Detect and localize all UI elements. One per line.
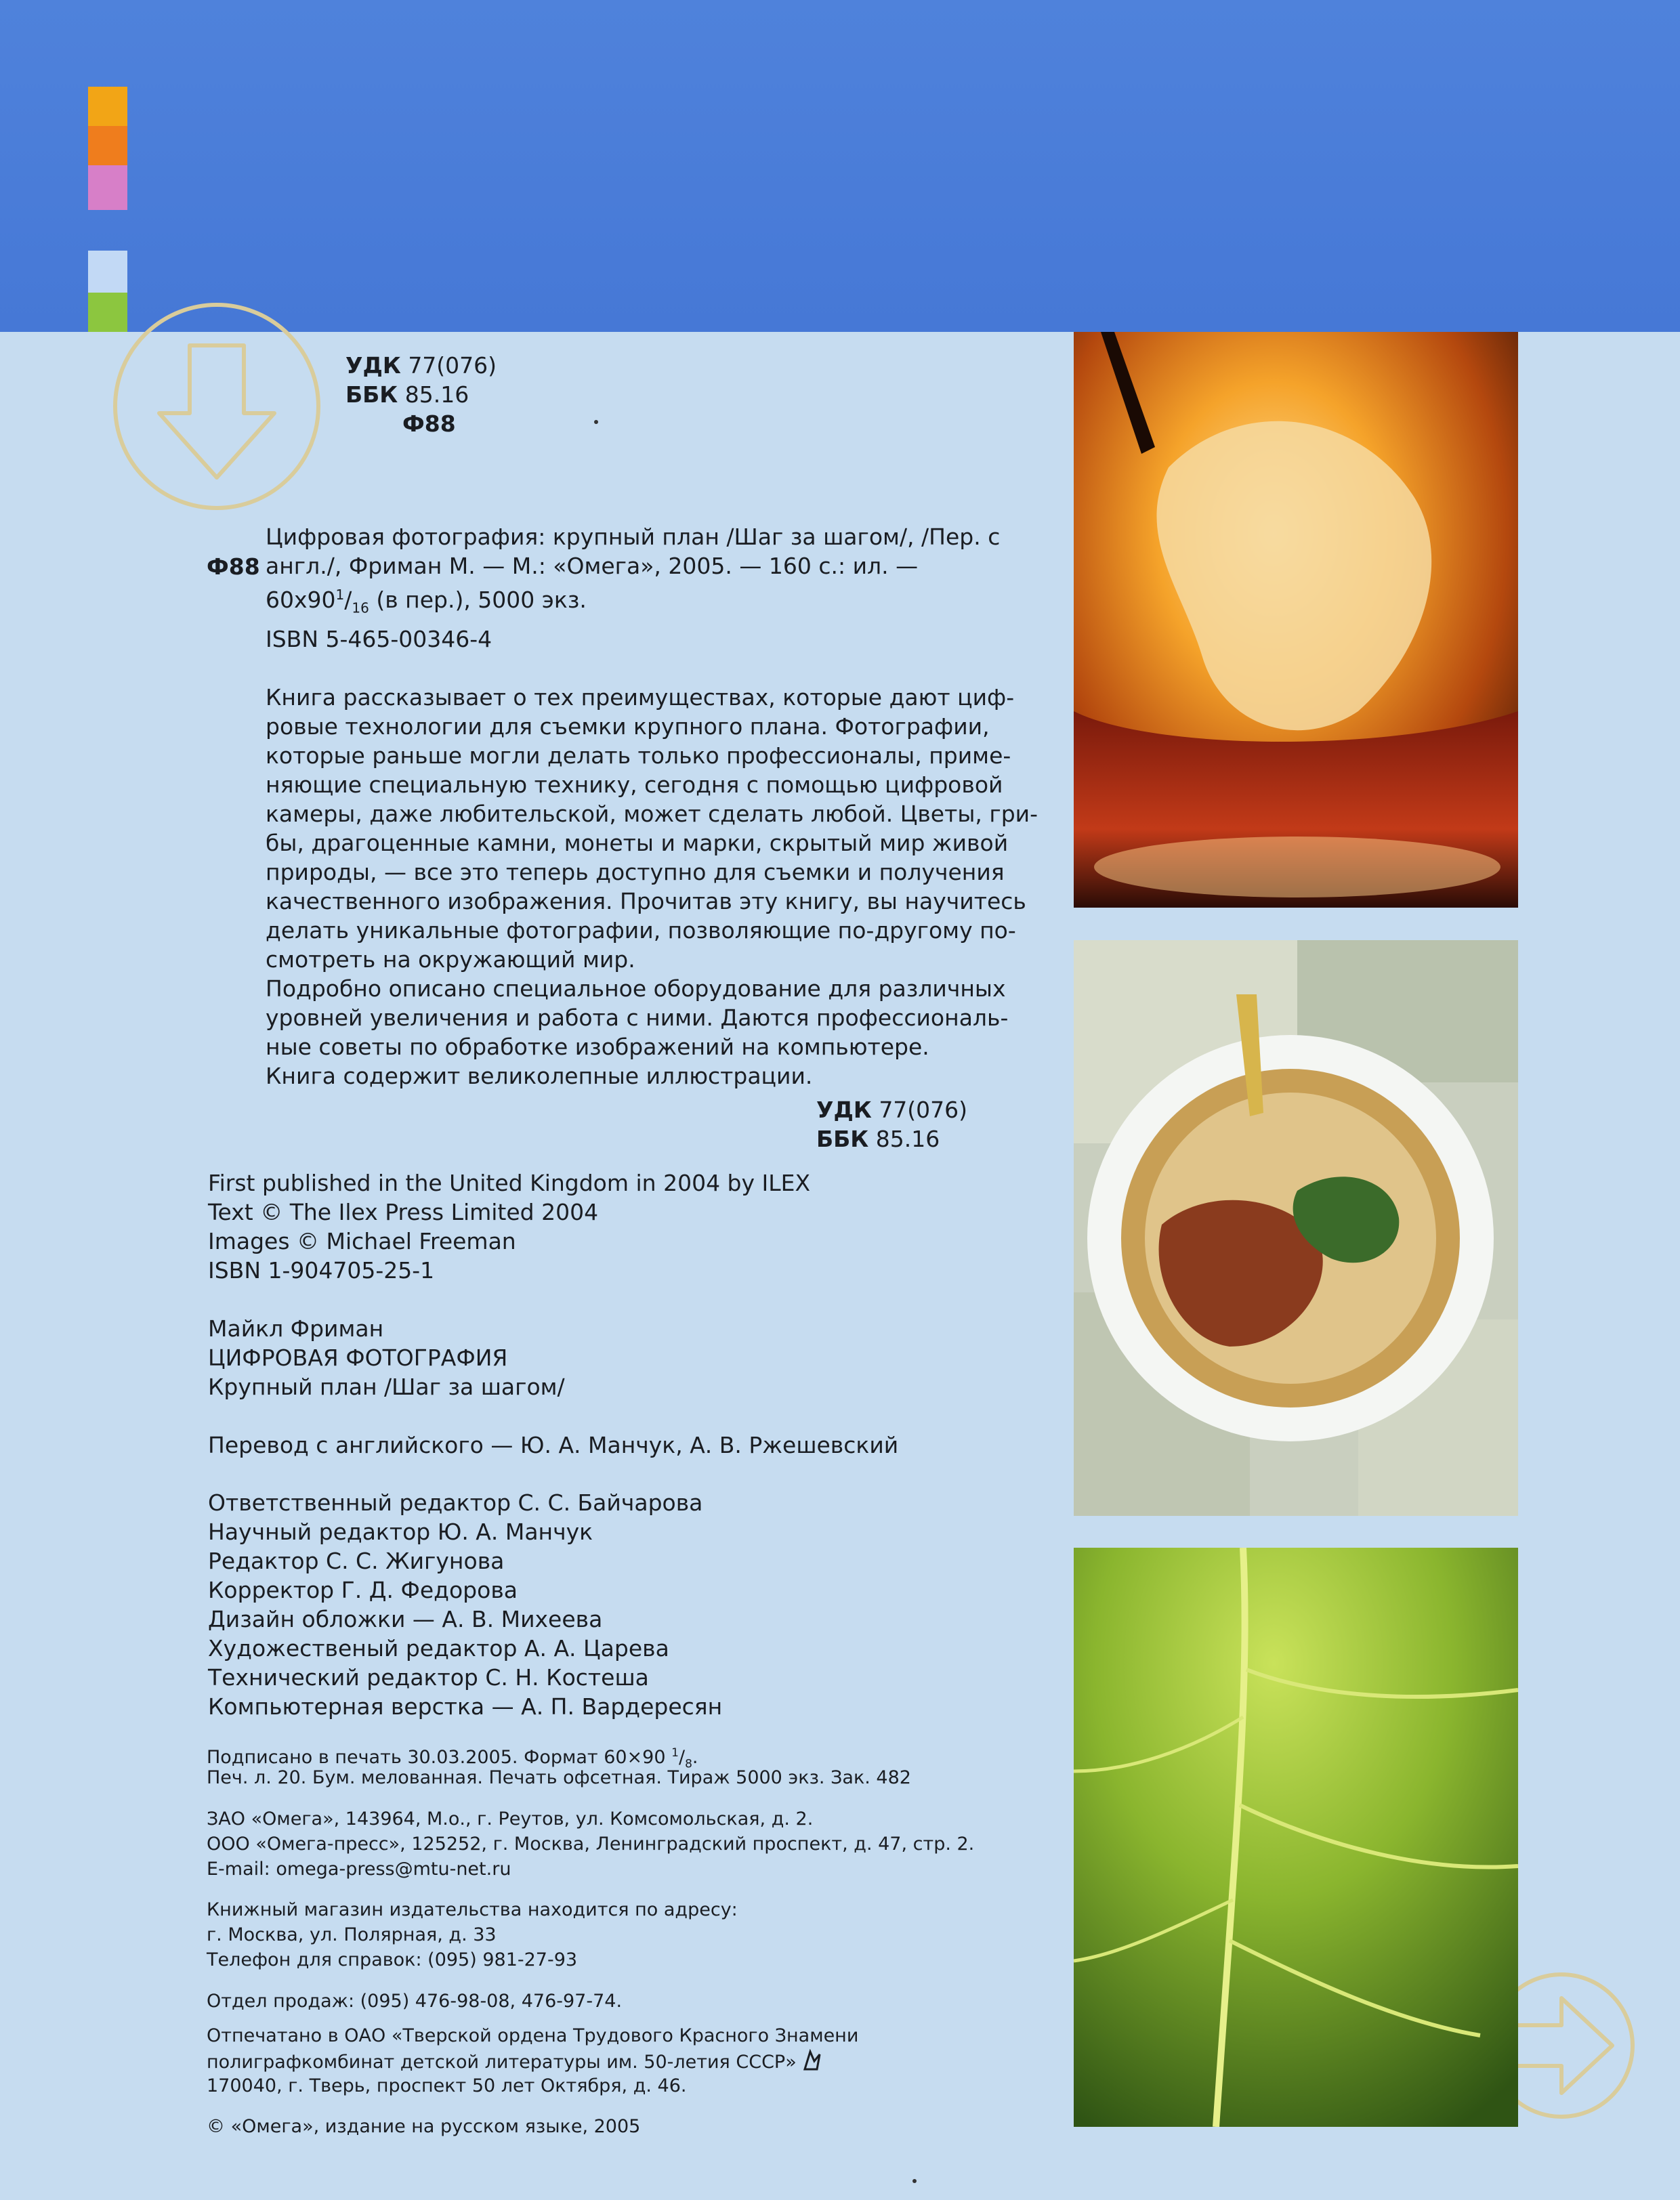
bbk-top [345,380,469,409]
udk-label: УДК [816,1097,872,1123]
credit-line: Дизайн обложки — А. В. Михеева [208,1606,603,1632]
header-band [0,0,1680,332]
bbk-label: ББК [345,381,398,408]
printer-line: Отпечатано в ОАО «Тверской ордена Трудового Красного Знамени [207,2025,859,2046]
annotation-line: Книга рассказывает о тех преимуществах, которые дают циф- [266,684,1015,711]
photo-amber-liquid [1074,332,1518,908]
annotation-line: уровней увеличения и работа с ними. Даются профессиональ- [266,1004,1009,1031]
signed-to-print: Подписано в печать 30.03.2005. Формат 60×90 $^1/_8$. [207,1746,698,1771]
annotation-line: ровые технологии для съемки крупного плана. Фотографии, [266,713,990,740]
publisher-line: ЗАО «Омега», 143964, М.о., г. Реутов, ул. Комсомольская, д. 2. [207,1808,814,1829]
bib-line-1: Цифровая фотография: крупный план /Шаг за шагом/, /Пер. с [266,524,1001,550]
credit-line: Корректор Г. Д. Федорова [208,1577,518,1603]
credit-line: Художественый редактор А. А. Царева [208,1635,669,1662]
udk-label: УДК [345,352,401,379]
annotation-line: бы, драгоценные камни, монеты и марки, скрытый мир живой [266,830,1009,856]
original-edition-line: Text © The Ilex Press Limited 2004 [208,1199,599,1225]
signed-sup: 1 [671,1746,679,1760]
printer-line [207,2049,822,2075]
bookstore-line: Телефон для справок: (095) 981-27-93 [207,1949,578,1970]
printer-name: полиграфкомбинат детской литературы им. 50-летия СССР» [207,2052,797,2073]
bookstore-line: Книжный магазин издательства находится по адресу: [207,1899,738,1920]
format-sup: 1 [335,587,345,603]
photo-green-leaf [1074,1548,1518,2127]
udk-top [345,351,497,380]
original-edition-line: ISBN 1-904705-25-1 [208,1257,435,1284]
annotation-line: няющие специальную технику, сегодня с помощью цифровой [266,771,1003,798]
author-mark: Ф88 [207,553,260,580]
publisher-line: ООО «Омега-пресс», 125252, г. Москва, Ленинградский проспект, д. 47, стр. 2. [207,1834,975,1855]
annotation-line: которые раньше могли делать только профессионалы, приме- [266,742,1011,769]
circle-down-arrow-icon [108,298,325,515]
print-sheets: Печ. л. 20. Бум. мелованная. Печать офсетная. Тираж 5000 экз. Зак. 482 [207,1767,911,1788]
book-subtitle: Крупный план /Шаг за шагом/ [208,1374,565,1400]
annotation-line: камеры, даже любительской, может сделать любой. Цветы, гри- [266,801,1038,827]
photo-noodle-bowl [1074,940,1518,1516]
credit-line: Научный редактор Ю. А. Манчук [208,1519,593,1545]
color-swatch-dark-orange [88,126,127,165]
book-title: ЦИФРОВАЯ ФОТОГРАФИЯ [208,1345,508,1371]
scan-speck [594,420,598,424]
color-swatch-orange [88,87,127,126]
bbk-value: 85.16 [404,381,469,408]
translation-credit: Перевод с английского — Ю. А. Манчук, А. В. Ржешевский [208,1432,899,1458]
original-edition-line: First published in the United Kingdom in 2004 by ILEX [208,1170,811,1196]
bbk-label: ББК [816,1126,869,1152]
credit-line: Компьютерная верстка — А. П. Вардересян [208,1693,723,1720]
signed-end: . [692,1747,698,1768]
printer-line: 170040, г. Тверь, проспект 50 лет Октября, д. 46. [207,2075,687,2096]
isbn-ru: ISBN 5-465-00346-4 [266,626,492,652]
original-edition-line: Images © Michael Freeman [208,1228,516,1254]
bib-line-2: англ./, Фриман М. — М.: «Омега», 2005. — 160 с.: ил. — [266,553,919,579]
signed-sub: 8 [685,1757,692,1771]
annotation-line: смотреть на окружающий мир. [266,946,635,973]
format-rest: (в пер.), 5000 экз. [369,587,587,613]
color-swatch-pink [88,165,127,210]
udk-value: 77(076) [408,352,497,379]
annotation-line: Подробно описано специальное оборудование для различных [266,975,1006,1002]
format-base: 60x90 [266,587,336,613]
author-name: Майкл Фриман [208,1315,384,1342]
annotation-line: качественного изображения. Прочитав эту книгу, вы научитесь [266,888,1026,914]
publisher-email: E-mail: omega-press@mtu-net.ru [207,1859,511,1880]
bbk-bottom [816,1124,940,1154]
sales-department: Отдел продаж: (095) 476-98-08, 476-97-74. [207,1991,623,2012]
annotation-line: делать уникальные фотографии, позволяющие по-другому по- [266,917,1016,944]
scan-speck [912,2179,917,2183]
publisher-logo-icon [802,2049,822,2072]
bookstore-line: г. Москва, ул. Полярная, д. 33 [207,1924,497,1945]
bbk-value: 85.16 [875,1126,940,1152]
author-mark-top: Ф88 [402,410,456,437]
credit-line: Ответственный редактор С. С. Байчарова [208,1489,703,1516]
credit-line: Технический редактор С. Н. Костеша [208,1664,649,1691]
credit-line: Редактор С. С. Жигунова [208,1548,505,1574]
color-swatch-light-blue [88,251,127,293]
signed-base: Подписано в печать 30.03.2005. Формат 60×90 [207,1747,672,1768]
udk-value: 77(076) [879,1097,968,1123]
annotation-line: Книга содержит великолепные иллюстрации. [266,1063,813,1089]
copyright: © «Омега», издание на русском языке, 2005 [207,2116,641,2137]
annotation-line: ные советы по обработке изображений на компьютере. [266,1034,929,1060]
format-sub: 16 [352,599,369,616]
annotation-line: природы, — все это теперь доступно для съемки и получения [266,859,1005,885]
udk-bottom [816,1095,967,1124]
bib-line-3: $60x90^1/_{16}$ (в пер.), 5000 экз. [266,587,587,616]
